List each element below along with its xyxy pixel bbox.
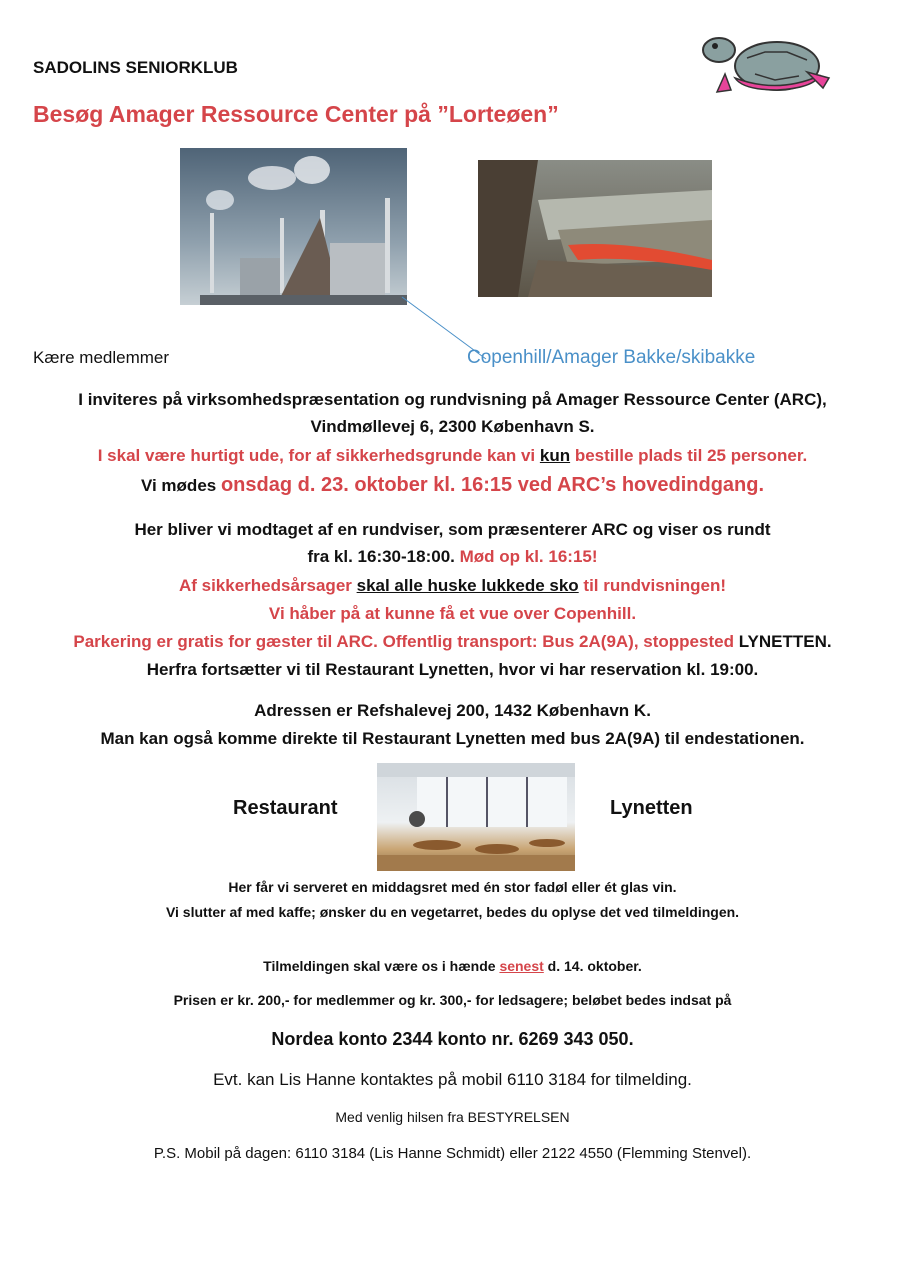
ps-line: P.S. Mobil på dagen: 6110 3184 (Lis Hanne Schmidt) eller 2122 4550 (Flemming Stenvel). [153,1145,752,1162]
safety-text-a: Af sikkerhedsårsager [178,576,357,595]
hope-line: Vi håber på at kunne få et vue over Copenhill. [268,604,637,623]
signup-text-a: Tilmeldingen skal være os i hænde [263,958,500,974]
waste-pit-photo [478,160,712,297]
dinner-line-2: Vi slutter af med kaffe; ønsker du en vegetarret, bedes du oplyse det ved tilmeldingen. [165,904,740,920]
tour-line-1: Her bliver vi modtaget af en rundviser, som præsenterer ARC og viser os rundt [134,520,771,539]
address-line-2: Man kan også komme direkte til Restaurant Lynetten med bus 2A(9A) til endestationen. [100,729,805,748]
greeting: Med venlig hilsen fra BESTYRELSEN [335,1109,570,1125]
restaurant-interior-photo [377,763,575,871]
account-line: Nordea konto 2344 konto nr. 6269 343 050. [271,1029,634,1049]
continue-line: Herfra fortsætter vi til Restaurant Lynetten, hvor vi har reservation kl. 19:00. [146,660,759,679]
meet-text-a: Vi mødes [140,476,221,495]
signup-deadline [0,958,905,974]
signup-senest: senest [499,958,544,974]
warning-text-a: I skal være hurtigt ude, for af sikkerhedsgrunde kan vi [97,446,540,465]
tour-meet-time: Mød op kl. 16:15! [459,547,598,566]
copenhill-caption: Copenhill/Amager Bakke/skibakke [467,347,756,368]
invite-line-1: I inviteres på virksomhedspræsentation og rundvisning på Amager Ressource Center (ARC), [78,390,827,409]
price-line: Prisen er kr. 200,- for medlemmer og kr. 300,- for ledsagere; beløbet bedes indsat på [173,992,732,1008]
parking-text: Parkering er gratis for gæster til ARC. Offentlig transport: Bus 2A(9A), stoppested [73,632,739,651]
warning-kun: kun [539,446,571,465]
parking-line [0,632,905,652]
turtle-logo [695,28,835,98]
meeting-info [0,474,905,497]
capacity-warning [0,446,905,466]
tour-time: fra kl. 16:30-18:00. [307,547,460,566]
restaurant-label-right: Lynetten [610,797,693,819]
warning-text-b: bestille plads til 25 personer. [570,446,808,465]
meet-text-b: onsdag d. 23. oktober kl. 16:15 ved ARC’s hovedindgang. [220,474,765,496]
club-name: SADOLINS SENIORKLUB [33,58,238,77]
salutation: Kære medlemmer [33,348,170,367]
parking-stop: LYNETTEN. [738,632,832,651]
page-title: Besøg Amager Ressource Center på ”Lorteøen” [33,101,559,127]
restaurant-label-left: Restaurant [233,797,338,819]
tour-line-2 [0,547,905,567]
address-line-1: Adressen er Refshalevej 200, 1432 København K. [254,701,651,720]
safety-text-c: til rundvisningen! [578,576,727,595]
safety-shoes: skal alle huske lukkede sko [356,576,579,595]
dinner-line-1: Her får vi serveret en middagsret med én stor fadøl eller ét glas vin. [228,879,677,895]
signup-text-c: d. 14. oktober. [543,958,642,974]
arc-chimneys-photo [180,148,407,305]
contact-line: Evt. kan Lis Hanne kontaktes på mobil 6110 3184 for tilmelding. [213,1070,692,1089]
safety-note [0,576,905,596]
invite-line-2: Vindmøllevej 6, 2300 København S. [310,417,595,436]
